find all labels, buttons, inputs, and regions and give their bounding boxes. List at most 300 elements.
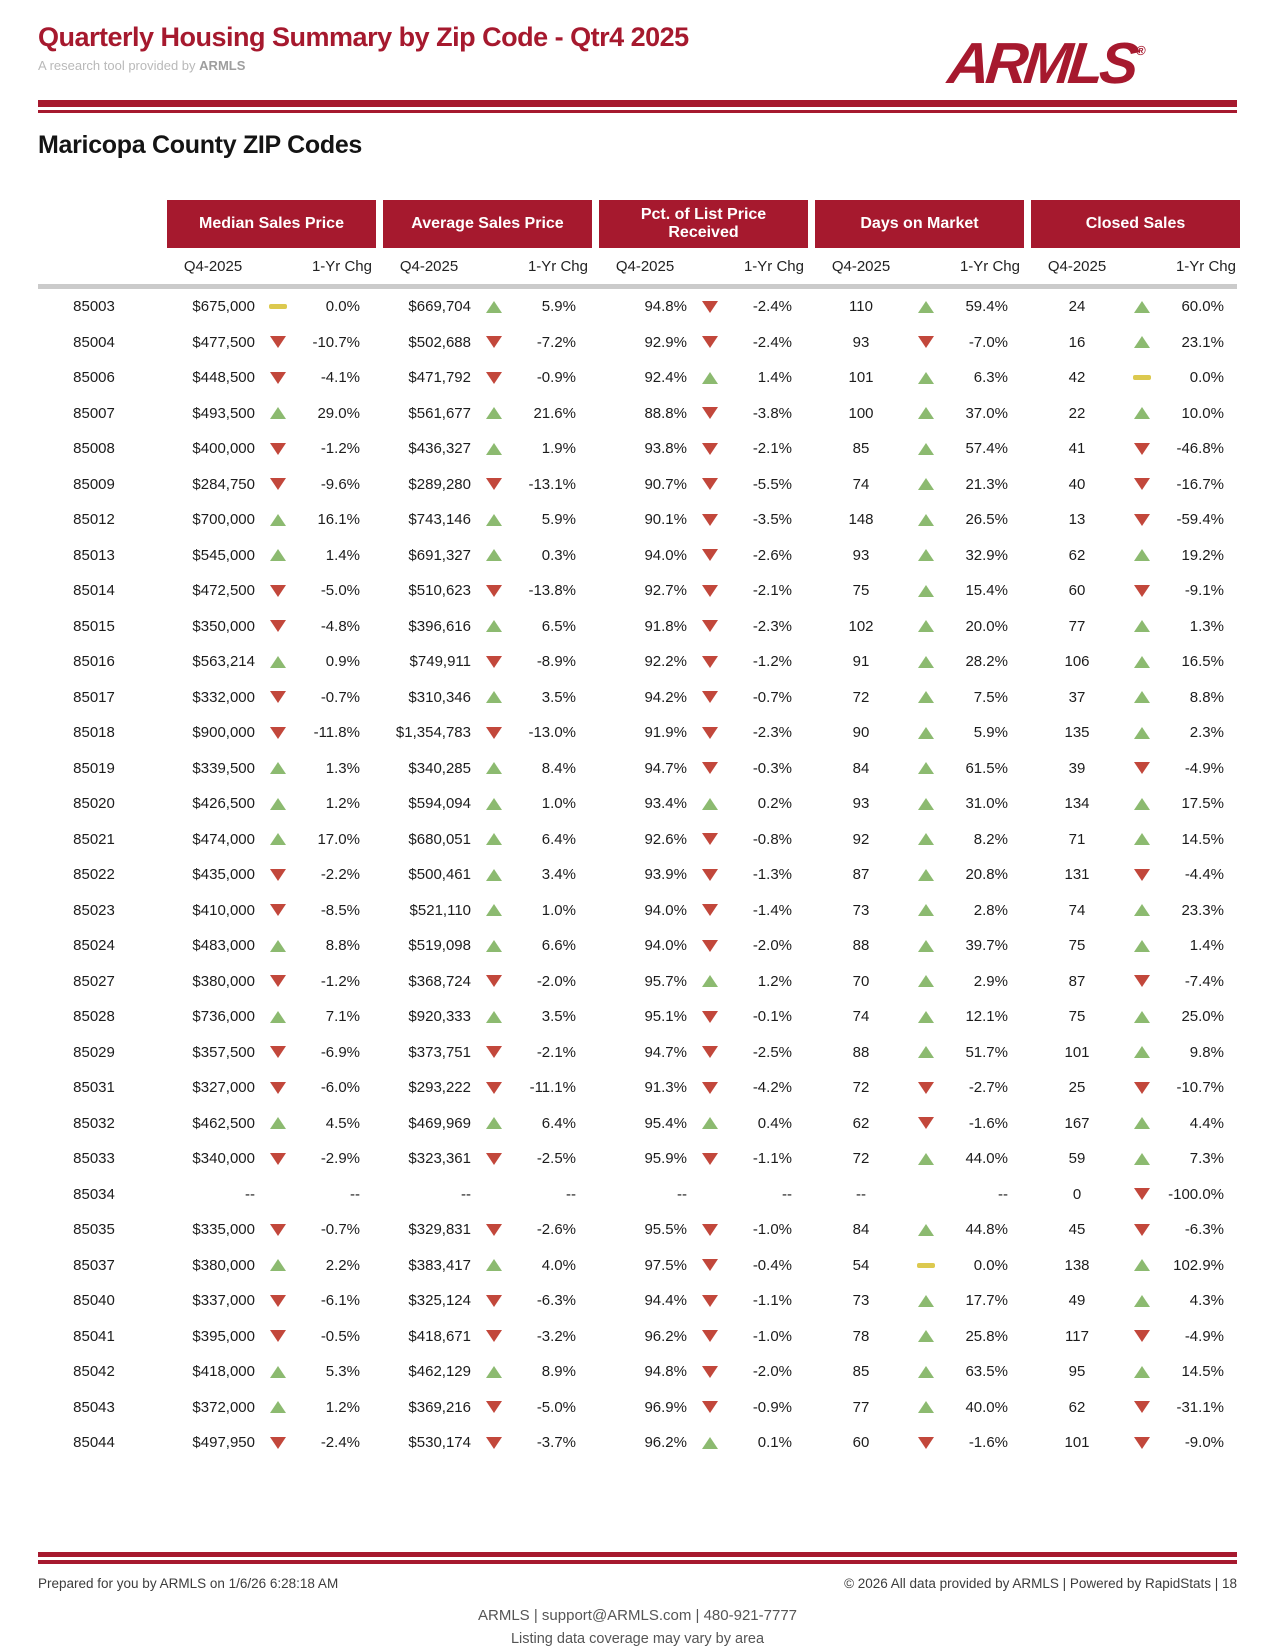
pct-trend-down-icon (691, 301, 728, 313)
subtitle-prefix: A research tool provided by (38, 58, 196, 73)
closed-trend-down-icon (1123, 869, 1160, 881)
pct-q4-value: 95.9% (644, 1150, 687, 1168)
closed-q4-value: 87 (1068, 972, 1086, 990)
closed-cell (1031, 1177, 1240, 1213)
up-triangle-icon (486, 904, 502, 916)
dom-cell (815, 644, 1024, 680)
up-triangle-icon (918, 1401, 934, 1413)
closed-chg-value: 1.3% (1189, 617, 1224, 635)
up-triangle-icon (918, 1224, 934, 1236)
pct-trend-down-icon (691, 478, 728, 490)
pct-cell (599, 289, 808, 325)
median-trend-up-icon (259, 798, 296, 810)
median-q4-value: $372,000 (192, 1398, 255, 1416)
avg-q4-value: -- (461, 1185, 471, 1203)
up-triangle-icon (918, 1295, 934, 1307)
closed-cell (1031, 1390, 1240, 1426)
down-triangle-icon (1134, 975, 1150, 987)
avg-cell (383, 1248, 592, 1284)
avg-trend-down-icon (475, 1401, 512, 1413)
dom-trend-up-icon (907, 1295, 944, 1307)
pct-trend-down-icon (691, 762, 728, 774)
avg-chg-value: -5.0% (536, 1398, 576, 1416)
up-triangle-icon (702, 798, 718, 810)
dom-q4-value: 102 (848, 617, 874, 635)
up-triangle-icon (1134, 691, 1150, 703)
avg-cell (383, 1035, 592, 1071)
dom-chg-value: 63.5% (965, 1363, 1008, 1381)
pct-q4-value: 92.6% (644, 830, 687, 848)
median-trend-down-icon (259, 443, 296, 455)
armls-logo (945, 22, 1148, 96)
down-triangle-icon (270, 1082, 286, 1094)
median-cell (167, 1141, 376, 1177)
median-trend-down-icon (259, 904, 296, 916)
median-trend-down-icon (259, 1046, 296, 1058)
pct-trend-down-icon (691, 904, 728, 916)
group-header-median-sales-price: Median Sales Price (167, 200, 376, 248)
median-q4-value: $380,000 (192, 1256, 255, 1274)
zip-code: 85027 (73, 972, 115, 990)
median-trend-up-icon (259, 1401, 296, 1413)
no-change-dash-icon (917, 1263, 935, 1268)
pct-cell (599, 786, 808, 822)
up-triangle-icon (918, 549, 934, 561)
table-row (38, 1141, 1237, 1177)
up-triangle-icon (918, 727, 934, 739)
pct-cell (599, 360, 808, 396)
avg-q4-value: $340,285 (408, 759, 471, 777)
closed-q4-value: 131 (1064, 866, 1090, 884)
dom-trend-up-icon (907, 869, 944, 881)
down-triangle-icon (702, 1401, 718, 1413)
dom-trend-up-icon (907, 1224, 944, 1236)
median-cell (167, 644, 376, 680)
dom-cell (815, 680, 1024, 716)
avg-cell (383, 857, 592, 893)
closed-q4-value: 40 (1068, 475, 1086, 493)
dom-q4-label: Q4-2025 (831, 257, 891, 275)
dom-trend-up-icon (907, 301, 944, 313)
up-triangle-icon (918, 798, 934, 810)
dom-chg-value: 40.0% (965, 1398, 1008, 1416)
avg-chg-value: -0.9% (536, 369, 576, 387)
down-triangle-icon (270, 1046, 286, 1058)
avg-q4-value: $519,098 (408, 937, 471, 955)
dom-chg-value: 15.4% (965, 582, 1008, 600)
zip-code: 85033 (73, 1150, 115, 1168)
median-trend-down-icon (259, 1224, 296, 1236)
dom-q4-value: 72 (852, 688, 870, 706)
closed-chg-value: 0.0% (1189, 369, 1224, 387)
report-header (38, 0, 1237, 96)
avg-trend-up-icon (475, 1117, 512, 1129)
median-q4-value: $380,000 (192, 972, 255, 990)
avg-cell (383, 289, 592, 325)
pct-chg-value: -1.1% (752, 1150, 792, 1168)
avg-q4-label: Q4-2025 (399, 257, 459, 275)
footer-copyright-text: © 2026 All data provided by ARMLS | Powered by RapidStats | 18 (844, 1576, 1237, 1591)
pct-chg-value: 0.1% (757, 1434, 792, 1452)
down-triangle-icon (270, 1330, 286, 1342)
closed-q4-value: 13 (1068, 511, 1086, 529)
down-triangle-icon (1134, 1224, 1150, 1236)
up-triangle-icon (486, 407, 502, 419)
avg-q4-value: $920,333 (408, 1008, 471, 1026)
median-chg-value: -1.2% (320, 972, 360, 990)
pct-q4-value: 94.0% (644, 546, 687, 564)
median-q4-label: Q4-2025 (183, 257, 243, 275)
pct-q4-value: 93.4% (644, 795, 687, 813)
closed-cell (1031, 786, 1240, 822)
avg-trend-down-icon (475, 727, 512, 739)
closed-chg-label: 1-Yr Chg (1175, 257, 1236, 275)
avg-trend-up-icon (475, 407, 512, 419)
up-triangle-icon (1134, 833, 1150, 845)
dom-trend-up-icon (907, 514, 944, 526)
closed-cell (1031, 1106, 1240, 1142)
pct-cell (599, 1248, 808, 1284)
table-body (38, 289, 1237, 1461)
dom-chg-value: -1.6% (968, 1434, 1008, 1452)
up-triangle-icon (918, 1330, 934, 1342)
zip-code: 85024 (73, 937, 115, 955)
zip-header-spacer (38, 200, 160, 248)
median-chg-value: 29.0% (317, 404, 360, 422)
footer-meta-row (38, 1576, 1237, 1591)
dom-cell (815, 857, 1024, 893)
zip-code: 85004 (73, 333, 115, 351)
up-triangle-icon (1134, 1259, 1150, 1271)
dom-trend-up-icon (907, 691, 944, 703)
table-row (38, 1212, 1237, 1248)
closed-cell (1031, 1425, 1240, 1461)
median-trend-up-icon (259, 762, 296, 774)
down-triangle-icon (1134, 478, 1150, 490)
dom-q4-value: 88 (852, 1043, 870, 1061)
up-triangle-icon (486, 549, 502, 561)
median-chg-value: 5.3% (325, 1363, 360, 1381)
closed-cell (1031, 893, 1240, 929)
closed-q4-value: 75 (1068, 1008, 1086, 1026)
avg-chg-value: -13.0% (528, 724, 576, 742)
dom-chg-value: 0.0% (973, 1256, 1008, 1274)
median-chg-value: 1.4% (325, 546, 360, 564)
pct-chg-value: -3.5% (752, 511, 792, 529)
dom-trend-down-icon (907, 1437, 944, 1449)
table-row (38, 1177, 1237, 1213)
median-cell (167, 609, 376, 645)
armls-logo-text: ARMLS (945, 31, 1139, 96)
dom-q4-value: 100 (848, 404, 874, 422)
down-triangle-icon (270, 1224, 286, 1236)
median-cell (167, 1390, 376, 1426)
pct-trend-down-icon (691, 549, 728, 561)
pct-q4-value: 96.9% (644, 1398, 687, 1416)
down-triangle-icon (270, 336, 286, 348)
pct-q4-value: 94.7% (644, 1043, 687, 1061)
closed-trend-down-icon (1123, 1082, 1160, 1094)
dom-q4-value: 72 (852, 1079, 870, 1097)
dom-chg-value: 57.4% (965, 440, 1008, 458)
dom-cell (815, 928, 1024, 964)
up-triangle-icon (1134, 549, 1150, 561)
median-trend-up-icon (259, 833, 296, 845)
dom-trend-down-icon (907, 1082, 944, 1094)
pct-cell (599, 1070, 808, 1106)
zip-code: 85014 (73, 582, 115, 600)
closed-q4-value: 60 (1068, 582, 1086, 600)
up-triangle-icon (702, 1437, 718, 1449)
median-q4-value: $493,500 (192, 404, 255, 422)
median-trend-up-icon (259, 940, 296, 952)
table-row (38, 573, 1237, 609)
pct-chg-value: -2.3% (752, 617, 792, 635)
pct-cell (599, 1177, 808, 1213)
closed-chg-value: 2.3% (1189, 724, 1224, 742)
median-cell (167, 289, 376, 325)
closed-trend-up-icon (1123, 727, 1160, 739)
table-row (38, 1070, 1237, 1106)
dom-chg-value: 6.3% (973, 369, 1008, 387)
avg-cell (383, 644, 592, 680)
avg-cell (383, 928, 592, 964)
dom-trend-up-icon (907, 1046, 944, 1058)
dom-chg-value: 32.9% (965, 546, 1008, 564)
down-triangle-icon (270, 1153, 286, 1165)
zip-code: 85006 (73, 369, 115, 387)
median-q4-value: $474,000 (192, 830, 255, 848)
down-triangle-icon (486, 1046, 502, 1058)
avg-cell (383, 467, 592, 503)
pct-cell (599, 822, 808, 858)
pct-cell (599, 751, 808, 787)
down-triangle-icon (702, 940, 718, 952)
table-row (38, 857, 1237, 893)
avg-chg-value: -6.3% (536, 1292, 576, 1310)
avg-chg-value: 1.0% (541, 795, 576, 813)
pct-trend-down-icon (691, 1295, 728, 1307)
pct-q4-value: 90.1% (644, 511, 687, 529)
avg-q4-value: $418,671 (408, 1327, 471, 1345)
up-triangle-icon (918, 762, 934, 774)
avg-trend-up-icon (475, 443, 512, 455)
pct-q4-value: 93.9% (644, 866, 687, 884)
dom-q4-value: 77 (852, 1398, 870, 1416)
avg-chg-value: 5.9% (541, 511, 576, 529)
dom-trend-up-icon (907, 1401, 944, 1413)
median-q4-value: $395,000 (192, 1327, 255, 1345)
median-trend-down-icon (259, 727, 296, 739)
closed-cell (1031, 1319, 1240, 1355)
dom-q4-value: 84 (852, 759, 870, 777)
down-triangle-icon (486, 585, 502, 597)
table-row (38, 1319, 1237, 1355)
dom-cell (815, 325, 1024, 361)
median-q4-value: $418,000 (192, 1363, 255, 1381)
up-triangle-icon (270, 1011, 286, 1023)
pct-chg-value: -0.8% (752, 830, 792, 848)
zip-code: 85032 (73, 1114, 115, 1132)
pct-chg-value: -2.0% (752, 1363, 792, 1381)
pct-trend-down-icon (691, 940, 728, 952)
pct-chg-value: -3.8% (752, 404, 792, 422)
median-q4-value: $477,500 (192, 333, 255, 351)
avg-cell (383, 1212, 592, 1248)
median-chg-value: -0.5% (320, 1327, 360, 1345)
table-row (38, 680, 1237, 716)
up-triangle-icon (918, 656, 934, 668)
up-triangle-icon (486, 940, 502, 952)
pct-trend-down-icon (691, 869, 728, 881)
pct-cell (599, 325, 808, 361)
closed-q4-value: 138 (1064, 1256, 1090, 1274)
closed-trend-up-icon (1123, 691, 1160, 703)
median-chg-value: 17.0% (317, 830, 360, 848)
avg-subheader (383, 248, 592, 284)
dom-q4-value: 90 (852, 724, 870, 742)
closed-trend-up-icon (1123, 1046, 1160, 1058)
up-triangle-icon (486, 691, 502, 703)
up-triangle-icon (486, 762, 502, 774)
median-q4-value: $327,000 (192, 1079, 255, 1097)
no-change-dash-icon (1133, 375, 1151, 380)
closed-chg-value: -4.9% (1184, 759, 1224, 777)
dom-trend-up-icon (907, 833, 944, 845)
closed-q4-value: 37 (1068, 688, 1086, 706)
pct-q4-value: 97.5% (644, 1256, 687, 1274)
dom-q4-value: 78 (852, 1327, 870, 1345)
zip-code: 85037 (73, 1256, 115, 1274)
dom-cell (815, 1177, 1024, 1213)
avg-q4-value: $373,751 (408, 1043, 471, 1061)
up-triangle-icon (702, 975, 718, 987)
pct-chg-value: -1.4% (752, 901, 792, 919)
down-triangle-icon (702, 443, 718, 455)
avg-q4-value: $1,354,783 (395, 724, 471, 742)
down-triangle-icon (486, 336, 502, 348)
closed-chg-value: 9.8% (1189, 1043, 1224, 1061)
up-triangle-icon (918, 585, 934, 597)
down-triangle-icon (486, 1330, 502, 1342)
pct-q4-label: Q4-2025 (615, 257, 675, 275)
median-cell (167, 857, 376, 893)
median-cell (167, 928, 376, 964)
avg-chg-value: 8.4% (541, 759, 576, 777)
group-header-closed-sales: Closed Sales (1031, 200, 1240, 248)
down-triangle-icon (918, 1117, 934, 1129)
up-triangle-icon (918, 372, 934, 384)
down-triangle-icon (702, 1153, 718, 1165)
closed-chg-value: 8.8% (1189, 688, 1224, 706)
pct-q4-value: 95.1% (644, 1008, 687, 1026)
avg-trend-down-icon (475, 1224, 512, 1236)
avg-q4-value: $502,688 (408, 333, 471, 351)
zip-code: 85007 (73, 404, 115, 422)
pct-trend-up-icon (691, 1117, 728, 1129)
table-row (38, 893, 1237, 929)
closed-cell (1031, 1035, 1240, 1071)
down-triangle-icon (1134, 514, 1150, 526)
down-triangle-icon (702, 727, 718, 739)
up-triangle-icon (486, 1117, 502, 1129)
pct-cell (599, 715, 808, 751)
closed-cell (1031, 573, 1240, 609)
pct-chg-value: -2.6% (752, 546, 792, 564)
avg-cell (383, 751, 592, 787)
avg-cell (383, 786, 592, 822)
table-row (38, 999, 1237, 1035)
median-q4-value: -- (245, 1185, 255, 1203)
closed-q4-value: 101 (1064, 1434, 1090, 1452)
closed-cell (1031, 964, 1240, 1000)
median-cell (167, 1283, 376, 1319)
closed-trend-up-icon (1123, 1366, 1160, 1378)
closed-chg-value: 19.2% (1181, 546, 1224, 564)
up-triangle-icon (486, 833, 502, 845)
median-chg-value: 4.5% (325, 1114, 360, 1132)
dom-q4-value: 93 (852, 546, 870, 564)
closed-trend-up-icon (1123, 549, 1160, 561)
zip-code: 85023 (73, 901, 115, 919)
dom-q4-value: 88 (852, 937, 870, 955)
avg-cell (383, 609, 592, 645)
table-row (38, 1283, 1237, 1319)
closed-cell (1031, 751, 1240, 787)
down-triangle-icon (918, 1437, 934, 1449)
closed-chg-value: 1.4% (1189, 937, 1224, 955)
dom-trend-up-icon (907, 1011, 944, 1023)
up-triangle-icon (270, 1366, 286, 1378)
up-triangle-icon (918, 904, 934, 916)
dom-chg-value: 17.7% (965, 1292, 1008, 1310)
dom-cell (815, 822, 1024, 858)
avg-cell (383, 1425, 592, 1461)
dom-chg-value: -7.0% (968, 333, 1008, 351)
down-triangle-icon (702, 1330, 718, 1342)
avg-cell (383, 573, 592, 609)
avg-chg-value: -2.0% (536, 972, 576, 990)
median-chg-value: -4.8% (320, 617, 360, 635)
zip-code: 85035 (73, 1221, 115, 1239)
dom-chg-value: 44.8% (965, 1221, 1008, 1239)
avg-chg-value: 1.0% (541, 901, 576, 919)
avg-trend-up-icon (475, 549, 512, 561)
avg-q4-value: $743,146 (408, 511, 471, 529)
table-row (38, 1390, 1237, 1426)
up-triangle-icon (486, 514, 502, 526)
dom-trend-up-icon (907, 904, 944, 916)
dom-cell (815, 360, 1024, 396)
dom-trend-up-icon (907, 656, 944, 668)
dom-trend-down-icon (907, 336, 944, 348)
pct-chg-value: 1.2% (757, 972, 792, 990)
avg-chg-value: -7.2% (536, 333, 576, 351)
pct-q4-value: 94.0% (644, 901, 687, 919)
avg-q4-value: $462,129 (408, 1363, 471, 1381)
avg-chg-value: 6.6% (541, 937, 576, 955)
avg-trend-up-icon (475, 1259, 512, 1271)
closed-cell (1031, 999, 1240, 1035)
up-triangle-icon (1134, 940, 1150, 952)
pct-cell (599, 467, 808, 503)
closed-chg-value: 14.5% (1181, 830, 1224, 848)
closed-q4-value: 74 (1068, 901, 1086, 919)
median-chg-value: -0.7% (320, 1221, 360, 1239)
avg-q4-value: $669,704 (408, 298, 471, 316)
dom-trend-up-icon (907, 975, 944, 987)
avg-cell (383, 1390, 592, 1426)
